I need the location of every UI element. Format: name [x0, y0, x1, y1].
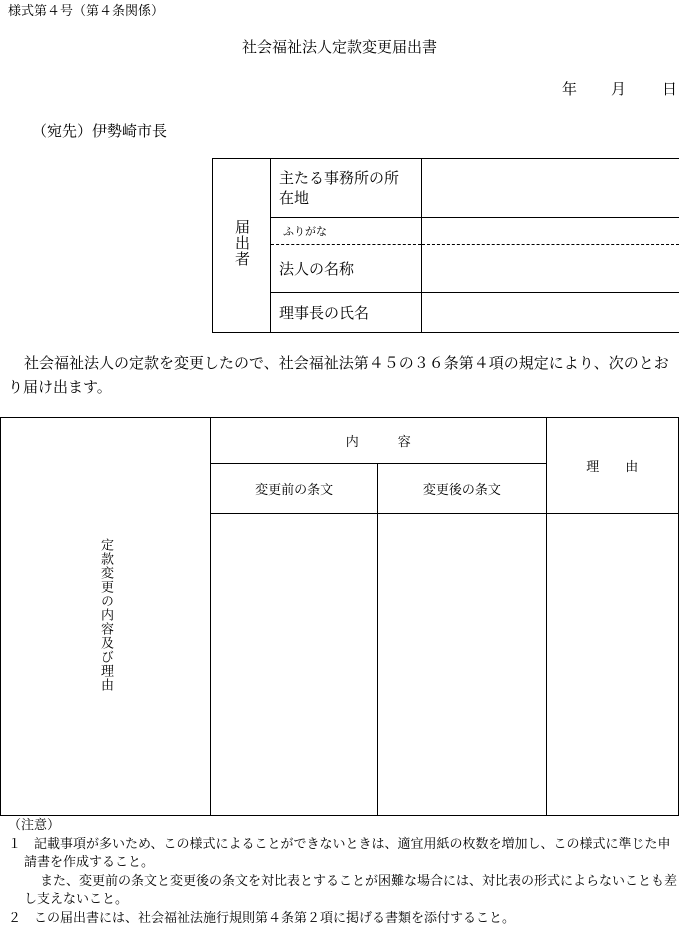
changes-side-label: 定款変更の内容及び理由 [1, 418, 211, 816]
reason-header: 理 由 [546, 418, 679, 514]
applicant-table [212, 158, 679, 333]
note-item-1-continued: また、変更前の条文と変更後の条文を対比表とすることが困難な場合には、対比表の形式によらないことも差し支えないこと。 [24, 873, 678, 907]
addressee: （宛先）伊勢崎市長 [32, 122, 168, 140]
furigana-field[interactable] [422, 218, 679, 245]
date-day-label: 日 [662, 80, 678, 98]
corporation-name-label: 法人の名称 [271, 245, 422, 293]
date-year-label: 年 [562, 80, 578, 98]
date-month-label: 月 [611, 80, 627, 98]
chairman-name-label: 理事長の氏名 [271, 293, 422, 333]
document-title: 社会福祉法人定款変更届出書 [241, 38, 437, 56]
notes-heading: （注意） [8, 818, 61, 833]
after-text-field[interactable] [378, 514, 546, 816]
before-header: 変更前の条文 [211, 464, 378, 514]
reason-text-field[interactable] [546, 514, 679, 816]
furigana-label: ふりがな [271, 218, 422, 245]
content-header: 内 容 [211, 418, 547, 464]
after-header: 変更後の条文 [378, 464, 546, 514]
statement-text: 社会福祉法人の定款を変更したので、社会福祉法第４５の３６条第４項の規定により、次のとおり届け出ます。 [8, 354, 669, 396]
chairman-name-field[interactable] [422, 293, 679, 333]
note-item-1: １ 記載事項が多いため、この様式によることができないときは、適宜用紙の枚数を増加し、この様式に準じた申請書を作成すること。 [8, 836, 671, 870]
corporation-name-field[interactable] [422, 245, 679, 293]
office-location-label: 主たる事務所の所在地 [271, 159, 422, 218]
changes-table [0, 417, 679, 816]
notes [8, 817, 678, 928]
office-location-field[interactable] [422, 159, 679, 218]
form-number: 様式第４号（第４条関係） [8, 4, 165, 19]
applicant-side-label: 届出者 [213, 159, 271, 333]
note-item-2: ２ この届出書には、社会福祉法施行規則第４条第２項に掲げる書類を添付すること。 [8, 910, 516, 926]
before-text-field[interactable] [211, 514, 378, 816]
